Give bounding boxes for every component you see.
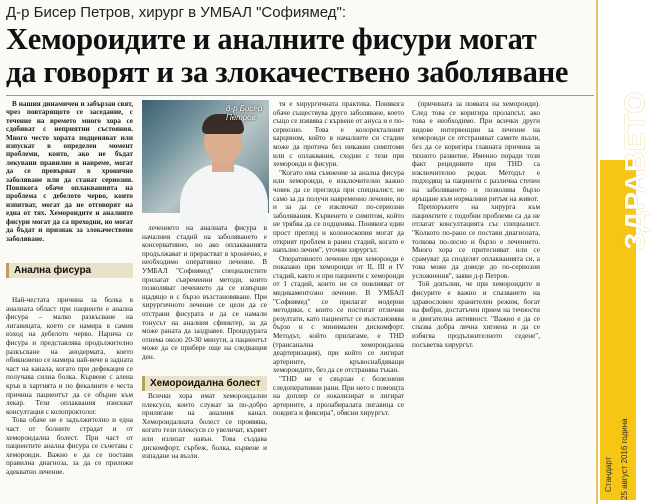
sidebar-stripe xyxy=(596,0,598,504)
column-3-paragraph-2: "Когато има съмнение за анална фисура или хемороиди, е изключително важно човек да се прегледа при специалист, не само за да получи навременно лечение, но и за да се изключат по-сериозни заболявания. Кървенето е симптом, който не трябва да се подценява. Понякога един прост преглед и колоноскопия могат да открият проблем в ранен стадий, когато е напълно лечим", уточни хирургът. xyxy=(273,168,404,255)
section-sidebar xyxy=(596,0,650,504)
article-kicker: Д-р Бисер Петров, хирург в УМБАЛ "Софиямед": xyxy=(6,4,347,21)
column-3-paragraph-1: тя е хирургичната практика. Понякога обаче съществува друго заболяване, което също се изявява с кървене от ануса и е по-сериозно. Това е колоректалният карцином, който в началните си стадии може да протича без никакви симптоми или с оплаквания, сходни с тези при хемороиди и фисури. xyxy=(273,100,404,169)
column-4-paragraph-2: Препоръките на хирурга към пациентите с подобни проблеми са да не отлагат консултацията със специалист. "Колкото по-рано се постави диагнозата, толкова по-лесно и бързо е лечението. Много хора се притесняват или се срамуват да споделят оплакванията си, а това може да доведе до по-сериозни усложнения", заяви д-р Петров. xyxy=(412,203,540,280)
headline-line-2: да говорят и за злокачествено заболяване xyxy=(6,54,569,89)
headline-divider xyxy=(6,95,594,96)
article-column-1 xyxy=(6,100,133,500)
column-1-continuation xyxy=(6,278,133,476)
doctor-photo xyxy=(142,100,269,213)
column-2-paragraph-1: лечението на аналната фисура в началния стадий на заболяването е консервативно, но ако оплакванията продължават и прерастват в хронично, е необходимо оперативно лечение. В УМБАЛ "Софиямед" специалистите прилагат съвременни методи, които позволяват лечението да се извърши щадящо и с бързо възстановяване. При хирургичното лечение се цели да се отстрани фисурата и да се намали тонусът на аналния сфинктер, за да може раната да заздравее. Процедурата отнема около 20-30 минути, а пациентът може да се прибере още на следващия ден. xyxy=(142,224,267,361)
article-headline xyxy=(6,22,593,88)
section-brand-standart: Стандарт xyxy=(604,456,613,492)
column-4-paragraph-3: Той допълни, че при хемороидите и фисурите е важно и спазването на здравословен хранителен режим, богат на фибри, достатъчен прием на течности и двигателна активност. "Важно е да се спазва добра лична хигиена и да се избягва продължителното седене", посъветва хирургът. xyxy=(412,280,540,349)
column-3-paragraph-4: "THD не е свързан с болезнени следоперативни рани. При него с помощта на доплер се локализират и лигират артериите, а пролабиралата лигавица се повдига и фиксира", обясни хирургът. xyxy=(273,375,404,418)
article-column-2-bottom xyxy=(142,392,267,502)
column-1-paragraph-3: Това обаче не е задължително и една част от болните страдат и от хемороидална болест. При част от пациентите анална фисура се съчетава с хемороиди. Важно е да се постави правилна диагноза, за да се приложи адекватно лечение. xyxy=(6,416,133,476)
article-column-4 xyxy=(412,100,540,500)
article-column-3 xyxy=(273,100,404,500)
column-3-paragraph-3: Оперативното лечение при хемороиди е показано при хемороиди от II, III и IV стадий, както и при пациенти с хемороиди от I стадий, които не се повлияват от медикаментозно лечение. В УМБАЛ "Софиямед" се прилагат модерни методики, с които се постигат отлични резултати, като пациентът се възстановява бързо и с минимален дискомфорт. Методът, който прилагаме, е THD (трансанална хемороидална деартеризация), при който се лигират артериите, кръвоснабдяващи хемороидите, без да се отстранява тъкан. xyxy=(273,254,404,375)
photo-caption-overlay: д-р Бисер Петров xyxy=(226,104,263,122)
headline-line-1: Хемороидите и аналните фисури могат xyxy=(6,21,537,56)
column-2-paragraph-2: Всички хора имат хемороидални плексуси, които служат за по-добро прилягане на аналния канал. Хемороидалната болест се проявява, когато тези плексуси се увеличат, кървят или излизат навън. Това създава дискомфорт, сърбеж, болка, кървене и изпадане на възли. xyxy=(142,392,267,461)
issue-date: 25 август 2016 година xyxy=(620,418,629,500)
column-4-paragraph-1: (причината за появата на хемороиди). След това се коригира пролапсът, ако това е необходимо. При всички други видове интервенции за лечение на хемороиди се отстраняват самите възли, без да се коригира главната причина за тяхното развитие. Именно поради този факт рецидивите при THD са изключително редки. Методът е подходящ за пациенти с различна степен на заболяването и позволява бързо връщане към нормалния ритъм на живот. xyxy=(412,100,540,203)
column-1-paragraph-2: Най-честата причина за болка в аналната област при пациенти е анална фисура – малко разкъсване на лигавицата, което се намира в самия изход на дебелото черво. Нарича се фисура и представлява продължително разкъсване на анодермата, което обикновено се намира най-вече в задната част на канала, когато при дефекация се получава силна болка. Кървене с алена кръв в хартията и по фекалиите е честа причина пациентът да се обърне към лекар. Тези оплаквания изискват консултация с колопроктолог. xyxy=(6,296,133,416)
subhead-anal-fissure: Анална фисура xyxy=(6,263,133,278)
section-brand-zdraveto: ЗДРАВЕТО xyxy=(619,90,650,250)
article-lead: В нашия динамичен и забързан свят, чрез повтарящото се заседание, с течение на времето много хора се сдобиват с неприятни състояния. Много често хората подценяват или изпускат в определен момент проблеми, които, ако не бъдат лекувани правилно и навреме, могат да се превърнат в хронично заболяване или да станат сериозни. Понякога обаче оплакванията на проблема с дебелото черво, които изпитват, могат да не отговорят на една от тях. Хемороидите и аналните фисури могат да са преходни, но могат да бъдат и признак за злокачествено заболяване. xyxy=(6,100,133,243)
article-column-2-top xyxy=(142,224,267,372)
subhead-hemorrhoidal-disease: Хемороидална болест xyxy=(142,376,267,391)
